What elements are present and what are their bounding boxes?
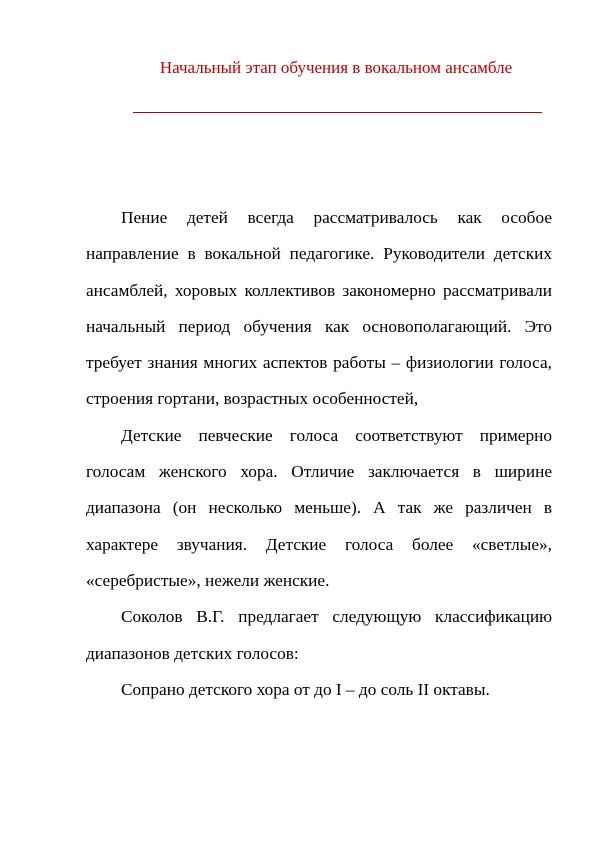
body-text [86, 200, 552, 708]
paragraph-1: Пение детей всегда рассматривалось как особое направление в вокальной педагогике. Руководители детских ансамблей, хоровых коллективов закономерно рассматривали начальный период обучения как основополагающий. Это требует знания многих аспектов работы – физиологии голоса, строения гортани, возрастных особенностей, [86, 208, 552, 409]
paragraph-4: Сопрано детского хора от до I – до соль II октавы. [121, 679, 490, 699]
page-title: Начальный этап обучения в вокальном ансамбле [159, 58, 513, 77]
paragraph-2: Детские певческие голоса соответствуют примерно голосам женского хора. Отличие заключается в ширине диапазона (он несколько меньше). А так же различен в характере звучания. Детские голоса более «светлые», «серебристые», нежели женские. [86, 425, 552, 590]
title-underline [133, 112, 542, 113]
paragraph-3: Соколов В.Г. предлагает следующую классификацию диапазонов детских голосов: [86, 607, 552, 663]
